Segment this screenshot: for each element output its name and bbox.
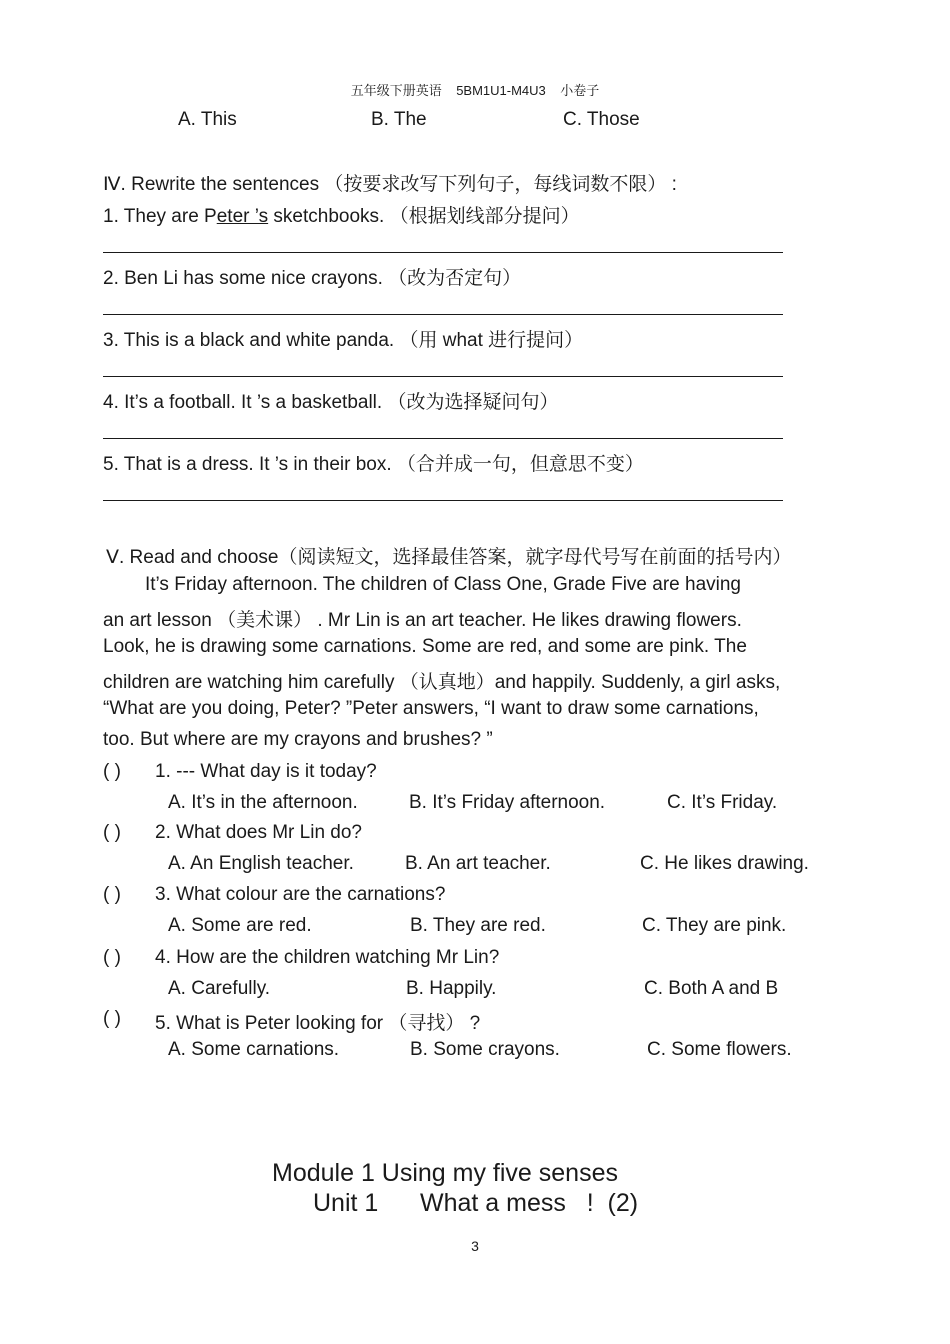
- rewrite-question-2: 2. Ben Li has some nice crayons. （改为否定句）: [103, 268, 522, 289]
- rewrite-question-5: 5. That is a dress. It ’s in their box. （合并成一句，但意思不变）: [103, 454, 644, 475]
- q1-text-after: sketchbooks. （根据划线部分提问）: [268, 206, 580, 227]
- question-4: 4. How are the children watching Mr Lin?: [155, 947, 500, 968]
- answer-line-4[interactable]: [103, 438, 783, 439]
- option-a: A. This: [178, 109, 237, 130]
- q4-option-c: C. Both A and B: [644, 978, 779, 999]
- module-title: Module 1 Using my five senses: [272, 1159, 618, 1187]
- page-header: 五年级下册英语 5BM1U1-M4U3 小卷子: [350, 83, 600, 98]
- passage-line-3: Look, he is drawing some carnations. Some are red, and some are pink. The: [103, 636, 747, 657]
- unit-title: Unit 1 What a mess ! (2): [313, 1189, 639, 1217]
- q2-option-a: A. An English teacher.: [168, 853, 354, 874]
- passage-line-2: an art lesson （美术课） . Mr Lin is an art teacher. He likes drawing flowers.: [103, 610, 742, 631]
- q3-option-c: C. They are pink.: [642, 915, 787, 936]
- passage-line-6: too. But where are my crayons and brushes? ”: [103, 729, 493, 750]
- rewrite-question-4: 4. It’s a football. It ’s a basketball. （改为选择疑问句）: [103, 392, 559, 413]
- section-4-title: Ⅳ. Rewrite the sentences （按要求改写下列句子，每线词数不限） :: [103, 174, 677, 195]
- question-2: 2. What does Mr Lin do?: [155, 822, 362, 843]
- q3-option-b: B. They are red.: [410, 915, 546, 936]
- answer-line-3[interactable]: [103, 376, 783, 377]
- q5-option-c: C. Some flowers.: [647, 1039, 792, 1060]
- question-5: 5. What is Peter looking for （寻找） ?: [155, 1013, 481, 1034]
- passage-line-1: It’s Friday afternoon. The children of Class One, Grade Five are having: [145, 574, 741, 595]
- q1-underlined-text: eter ’s: [216, 206, 269, 227]
- question-1: 1. --- What day is it today?: [155, 761, 377, 782]
- answer-paren-5[interactable]: ( ): [103, 1008, 121, 1029]
- answer-line-2[interactable]: [103, 314, 783, 315]
- answer-paren-4[interactable]: ( ): [103, 947, 121, 968]
- q2-option-c: C. He likes drawing.: [640, 853, 809, 874]
- answer-line-5[interactable]: [103, 500, 783, 501]
- q4-option-a: A. Carefully.: [168, 978, 271, 999]
- q3-option-a: A. Some are red.: [168, 915, 312, 936]
- section-5-title: Ⅴ. Read and choose（阅读短文，选择最佳答案，就字母代号写在前面的括号内）: [106, 547, 792, 568]
- answer-line-1[interactable]: [103, 252, 783, 253]
- answer-paren-2[interactable]: ( ): [103, 822, 121, 843]
- q4-option-b: B. Happily.: [406, 978, 497, 999]
- q1-option-b: B. It’s Friday afternoon.: [409, 792, 606, 813]
- q1-option-a: A. It’s in the afternoon.: [168, 792, 358, 813]
- option-c: C. Those: [563, 109, 640, 130]
- option-b: B. The: [371, 109, 427, 130]
- q5-option-a: A. Some carnations.: [168, 1039, 340, 1060]
- page-number: 3: [471, 1238, 479, 1254]
- passage-line-4: children are watching him carefully （认真地）and happily. Suddenly, a girl asks,: [103, 672, 781, 693]
- q5-option-b: B. Some crayons.: [410, 1039, 560, 1060]
- q2-option-b: B. An art teacher.: [405, 853, 551, 874]
- q1-text-before: 1. They are P: [103, 206, 217, 227]
- rewrite-question-1: [103, 201, 580, 228]
- answer-paren-1[interactable]: ( ): [103, 761, 121, 782]
- q1-option-c: C. It’s Friday.: [667, 792, 778, 813]
- question-3: 3. What colour are the carnations?: [155, 884, 446, 905]
- rewrite-question-3: 3. This is a black and white panda. （用 what 进行提问）: [103, 330, 584, 351]
- passage-line-5: “What are you doing, Peter? ”Peter answers, “I want to draw some carnations,: [103, 698, 759, 719]
- answer-paren-3[interactable]: ( ): [103, 884, 121, 905]
